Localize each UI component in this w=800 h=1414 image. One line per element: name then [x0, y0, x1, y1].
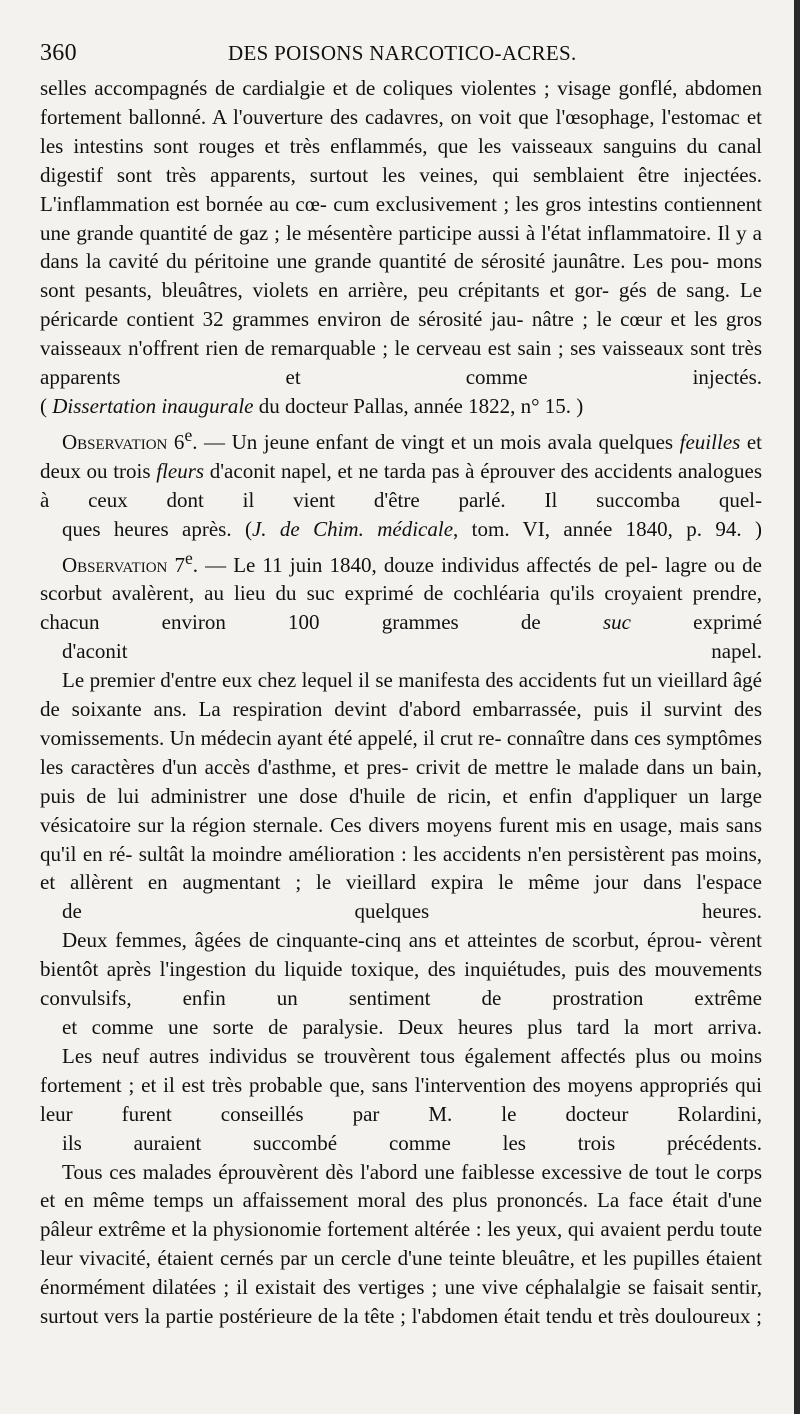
- text-line: abdomen fortement ballonné. A l'ouverture des cadavres, on voit que: [40, 76, 762, 129]
- page-number: 360: [40, 40, 77, 66]
- text-line: de gaz ; le mésentère participe aussi à l'état inflammatoire. Il y a dans la: [40, 220, 763, 274]
- text-line: nâtre ; le cœur et les gros vaisseaux n'offrent rien de remarquable ; le: [40, 307, 762, 361]
- text-line: selles accompagnés de cardialgie et de coliques violentes ; visage gonflé,: [40, 76, 678, 100]
- observation-6: Observation 6e. — Un jeune enfant de vingt et un mois avala quelques feuilles et deux ou trois fleurs d'aconit napel, et ne tarda pas à éprouver des accidents analogues à ceux dont il vient d'être parlé. Il succomba quel- ques heures après. (J. de Chim. médicale, tom. VI, année 1840, p. 94. ): [40, 421, 762, 544]
- observation-label: Observation 7: [62, 552, 185, 577]
- running-title: DES POISONS NARCOTICO-ACRES.: [228, 41, 577, 65]
- text-line: les vaisseaux sanguins du canal digestif sont très apparents, surtout les: [40, 133, 762, 187]
- paragraph-neuf: Les neuf autres individus se trouvèrent tous également affectés plus ou moins fortement ; et il est très probable que, sans l'intervention des moyens appropriés qui leur furent conseillés par M. le docteur Rolardini, ils auraient succombé comme les trois précédents.: [40, 1043, 762, 1155]
- observation-7: Observation 7e. — Le 11 juin 1840, douze individus affectés de pel- lagre ou de scorbut avalèrent, au lieu du suc exprimé de cochléaria qu'ils croyaient prendre, chacun environ 100 grammes de suc exprimé d'aconit napel.: [40, 547, 762, 664]
- running-header: [40, 40, 760, 70]
- reference-pallas: ( Dissertation inaugurale du docteur Pallas, année 1822, n° 15. ): [40, 393, 584, 418]
- observation-label: Observation 6: [62, 429, 185, 454]
- paragraph-autopsy: [40, 74, 762, 392]
- text-line: veines, qui semblaient être injectées. L'inflammation est bornée au cœ-: [40, 162, 763, 216]
- page-body: [40, 74, 762, 1331]
- paragraph-femmes: Deux femmes, âgées de cinquante-cinq ans et atteintes de scorbut, éprou- vèrent bientôt après l'ingestion du liquide toxique, des inquiétudes, puis des mouvements convulsifs, enfin un sentiment de prostration extrême et comme une sorte de paralysie. Deux heures plus tard la mort arriva.: [40, 928, 763, 1039]
- reference-title: Dissertation inaugurale: [52, 393, 254, 418]
- text-line: l'œsophage, l'estomac et les intestins sont rouges et très enflammés, que: [40, 104, 762, 158]
- paragraph-tous: Tous ces malades éprouvèrent dès l'abord une faiblesse excessive de tout le corps et en même temps un affaissement moral des plus prononcés. La face était d'une pâleur extrême et la physionomie fortement altérée : les yeux, qui avaient perdu toute leur vivacité, étaient cernés par un cercle d'une teinte bleuâtre, et les pupilles étaient énormément dilatées ; il existait des vertiges ; une vive céphalalgie se faisait sentir, surtout vers la partie postérieure de la tête ; l'abdomen était tendu et très douloureux ;: [40, 1159, 763, 1329]
- text-line: cavité du péritoine une grande quantité de sérosité jaunâtre. Les pou-: [108, 249, 710, 274]
- reference-chim: ques heures après. (J. de Chim. médicale, tom. VI, année 1840, p. 94. ): [62, 516, 763, 541]
- text-line: cerveau est sain ; ses vaisseaux sont très apparents et comme injectés.: [40, 336, 763, 390]
- text-line: cum exclusivement ; les gros intestins contiennent une grande quantité: [40, 191, 763, 245]
- text-line: mons sont pesants, bleuâtres, violets en arrière, peu crépitants et gor-: [40, 249, 763, 303]
- page-edge-shadow: [794, 0, 800, 1414]
- text-line: gés de sang. Le péricarde contient 32 grammes environ de sérosité jau-: [40, 278, 762, 332]
- paragraph-premier: Le premier d'entre eux chez lequel il se manifesta des accidents fut un vieillard âgé de soixante ans. La respiration devint d'abord embarrassée, puis il survint des vomissements. Un médecin ayant été appelé, il crut re- connaître dans ces symptômes les caractères d'un accès d'asthme, et pres- crivit de mettre le malade dans un bain, puis de lui administrer une dose d'huile de ricin, et enfin d'appliquer un large vésicatoire sur la région sternale. Ces divers moyens furent mis en usage, mais sans qu'il en ré- sultât la moindre amélioration : les accidents n'en persistèrent pas moins, et allèrent en augmentant ; le vieillard expira le même jour dans l'espace de quelques heures.: [40, 668, 763, 924]
